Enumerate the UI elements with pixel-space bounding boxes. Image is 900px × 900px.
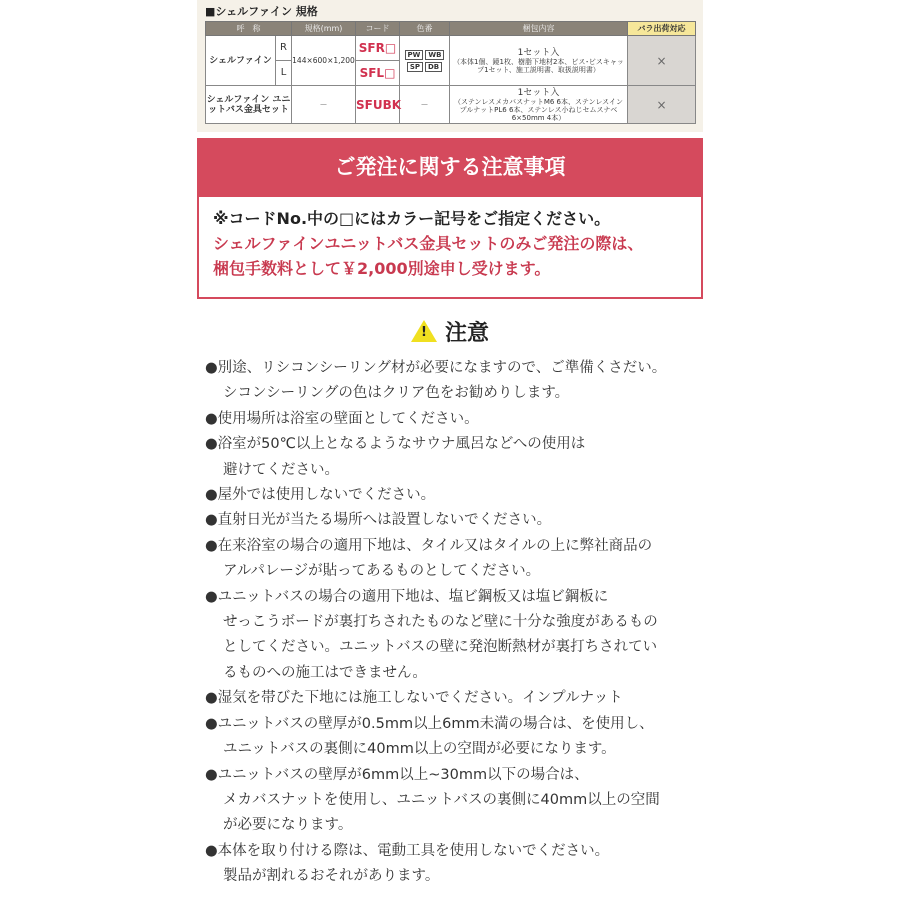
notice-title: ご発注に関する注意事項: [199, 140, 701, 197]
header-code: コード: [356, 22, 400, 36]
product-name: シェルファイン: [206, 36, 276, 86]
header-color: 色番: [400, 22, 450, 36]
bara-status: ×: [628, 36, 696, 86]
order-notice: [197, 138, 703, 299]
warning-icon: !: [411, 320, 437, 342]
notice-line: シェルファインユニットバス金具セットのみご発注の際は、: [213, 234, 644, 253]
caution-line: ●別途、リシコンシーリング材が必要になますので、ご準備くさだい。: [205, 360, 667, 376]
spec-title: ■シェルファイン 規格: [205, 5, 318, 18]
color: －: [400, 86, 450, 124]
notice-line: ※コードNo.中の□にはカラー記号をご指定ください。: [213, 209, 611, 228]
caution-line: ●ユニットバスの場合の適用下地は、塩ビ鋼板又は塩ビ鋼板に: [205, 588, 609, 605]
pack-detail: （本体1個、鏡1枚、樹脂下地材2本、ビス･ビスキャップ1セット、施工説明書、取扱説明書）: [453, 57, 624, 74]
color-sp: SP: [407, 62, 423, 72]
pack-title: 1セット入: [517, 87, 560, 98]
caution-line: としてください。ユニットバスの壁に発泡断熱材が裏打ちされてい: [223, 639, 658, 656]
caution-line: せっこうボードが裏打ちされたものなど壁に十分な強度があるもの: [223, 614, 658, 631]
bara-status: ×: [628, 86, 696, 124]
caution-heading: [0, 316, 900, 347]
color-pw: PW: [405, 50, 424, 60]
caution-line: るものへの施工はできません。: [223, 664, 427, 681]
side-r: R: [276, 36, 292, 61]
caution-line: ●ユニットバスの壁厚が6mm以上~30mm以下の場合は、: [205, 766, 589, 783]
caution-line: アルパレージが貼ってあるものとしてください。: [223, 563, 541, 580]
header-size: 規格(mm): [292, 22, 356, 36]
pack-title: 1セット入: [517, 47, 560, 58]
spec-table: [205, 21, 696, 124]
caution-line: ●浴室が50℃以上となるようなサウナ風呂などへの使用は: [205, 436, 586, 453]
spec-section: [197, 0, 703, 132]
caution-line: が必要になります。: [223, 817, 353, 834]
caution-line: ●ユニットバスの壁厚が0.5mm以上6mm未満の場合は、を使用し、: [205, 715, 654, 732]
code-l: SFL□: [356, 61, 400, 86]
caution-line: 製品が割れるおそれがあります。: [223, 868, 440, 885]
header-bara: バラ出荷対応: [628, 22, 696, 36]
caution-line: ●在来浴室の場合の適用下地は、タイル又はタイルの上に弊社商品の: [205, 537, 653, 554]
caution-line: ユニットバスの裏側に40mm以上の空間が必要になります。: [223, 741, 616, 758]
caution-line: ●使用場所は浴室の壁面としてください。: [205, 410, 479, 427]
pack-content: [450, 36, 628, 86]
product-size: －: [292, 86, 356, 124]
color-wb: WB: [425, 50, 444, 60]
caution-line: メカバスナットを使用し、ユニットバスの裏側に40mm以上の空間: [223, 791, 660, 808]
pack-content: [450, 86, 628, 124]
side-l: L: [276, 61, 292, 86]
header-name: 呼 称: [206, 22, 292, 36]
color-db: DB: [425, 62, 442, 72]
header-pack: 梱包内容: [450, 22, 628, 36]
code: SFUBK: [356, 86, 400, 124]
caution-title: 注意: [444, 321, 489, 346]
pack-detail: （ステンレスメカバスナットM6 6本、ステンレスインプルナットPL6 6本、ステンレス小ねじセムスナベ6×50mm 4本）: [453, 97, 623, 122]
product-name: シェルファイン ユニットバス金具セット: [206, 86, 292, 124]
caution-line: ●本体を取り付ける際は、電動工具を使用しないでください。: [205, 842, 610, 859]
caution-line: シコンシーリングの色はクリア色をお勧めりします。: [223, 385, 570, 402]
code-r: SFR□: [356, 36, 400, 61]
product-size: 144×600×1,200: [292, 36, 356, 86]
caution-list: [205, 356, 705, 890]
caution-line: 避けてください。: [223, 461, 339, 478]
caution-line: ●直射日光が当たる場所へは設置しないでください。: [205, 512, 552, 529]
caution-line: ●屋外では使用しないでください。: [205, 487, 436, 504]
notice-line: 梱包手数料として￥2,000別途申し受けます。: [213, 259, 551, 278]
color-codes: [400, 36, 450, 86]
caution-line: ●湿気を帯びた下地には施工しないでください。インプルナット: [205, 690, 623, 707]
